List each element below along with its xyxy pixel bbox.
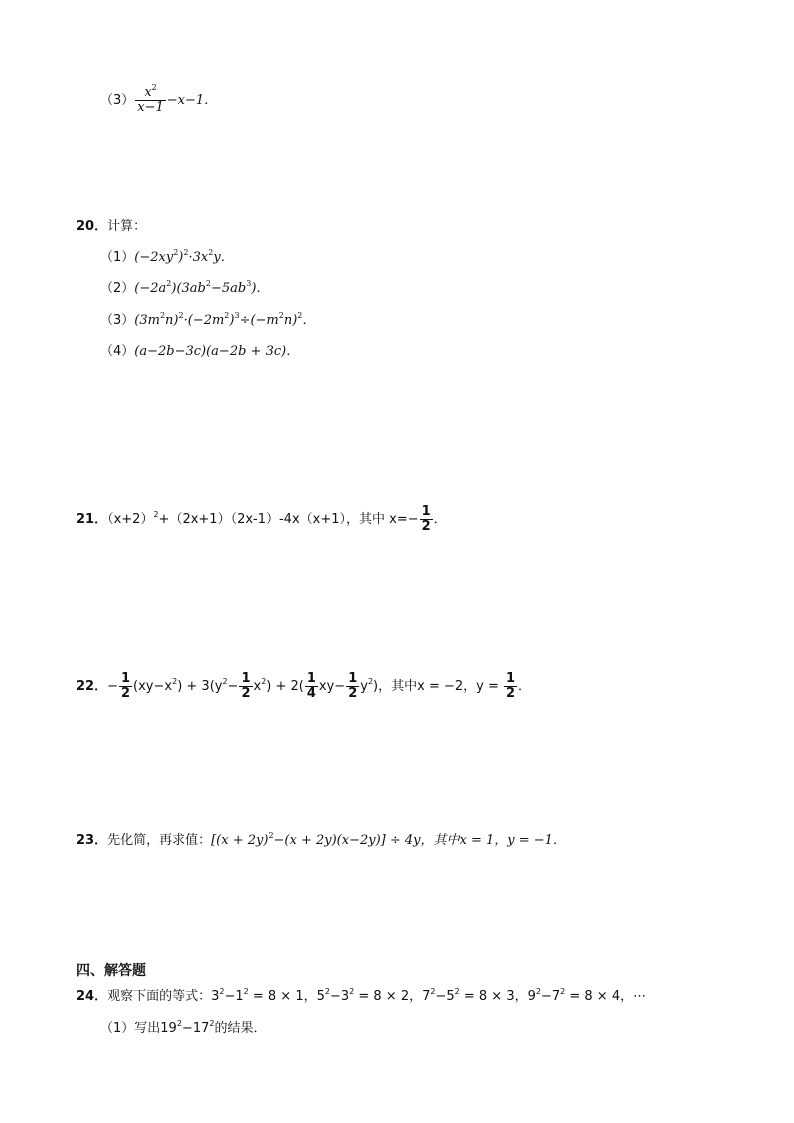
q19-part3-fraction: $\frac{x^2}{x-1}$ bbox=[137, 83, 164, 115]
q23-number: 23． bbox=[76, 833, 108, 848]
q19-part3 bbox=[100, 83, 218, 115]
q23-prompt: 先化简，再求值： bbox=[107, 833, 212, 848]
q21: 21．$(x+2)^2+(2x+1)(2x-1)-4x(x+1)$，其中 x=− $\frac{1}{2}$ ． bbox=[76, 504, 447, 534]
q19-part3-label: （3） bbox=[100, 93, 135, 108]
section-heading: 四、解答题 bbox=[76, 963, 146, 979]
q20-number: 20． bbox=[76, 219, 108, 234]
q23: 23．先化简，再求值：$[(x + 2y)^2-(x + 2y)(x-2y)] \div 4y$，其中x = 1，y = −1． bbox=[76, 831, 566, 848]
q22-number: 22． bbox=[76, 679, 108, 694]
q20-item-1: $(1)(-2xy^2)^2\cdot 3x^2y$． bbox=[100, 248, 234, 265]
q21-number: 21． bbox=[76, 512, 108, 527]
q20-item-2: $(2)(-2a^2)(3ab^2-5ab^3)$． bbox=[100, 279, 270, 296]
q20-prompt: 计算： bbox=[107, 219, 147, 234]
q22: 22．− $\frac{1}{2}$ $(xy-x^2) + 3(y^2-$ $\frac{1}{2}$ $x^2) + 2$( $\frac{1}{4}$ xy− $\frac{1}{2}$ $y^2$)，其中x = −2，y = $\frac{1}{2}$ ． bbox=[76, 671, 532, 701]
q24-number: 24． bbox=[76, 989, 108, 1004]
q24-sub1: （1）写出$19^2-17^2$的结果． bbox=[100, 1019, 267, 1036]
q24: 24．观察下面的等式：$3^2-1^2 = 8 \times 1$，$5^2-3^2 = 8 \times 2$，$7^2-5^2 = 8 \times 3$，$9^2-7^2 = 8 \times 4$，⋯ bbox=[76, 987, 647, 1004]
q24-prompt: 观察下面的等式： bbox=[107, 989, 212, 1004]
q21-fraction: $\frac{1}{2}$ bbox=[421, 504, 431, 534]
q20-item-4: （4）(a−2b−3c)(a−2b + 3c)． bbox=[100, 344, 300, 359]
q20-item-3: $(3)(3m^2n)^2\cdot(-2m^2)^3\div(-m^2n)^2$． bbox=[100, 311, 316, 328]
q20-header bbox=[76, 218, 146, 236]
q19-part3-rest: −x−1． bbox=[166, 93, 218, 108]
